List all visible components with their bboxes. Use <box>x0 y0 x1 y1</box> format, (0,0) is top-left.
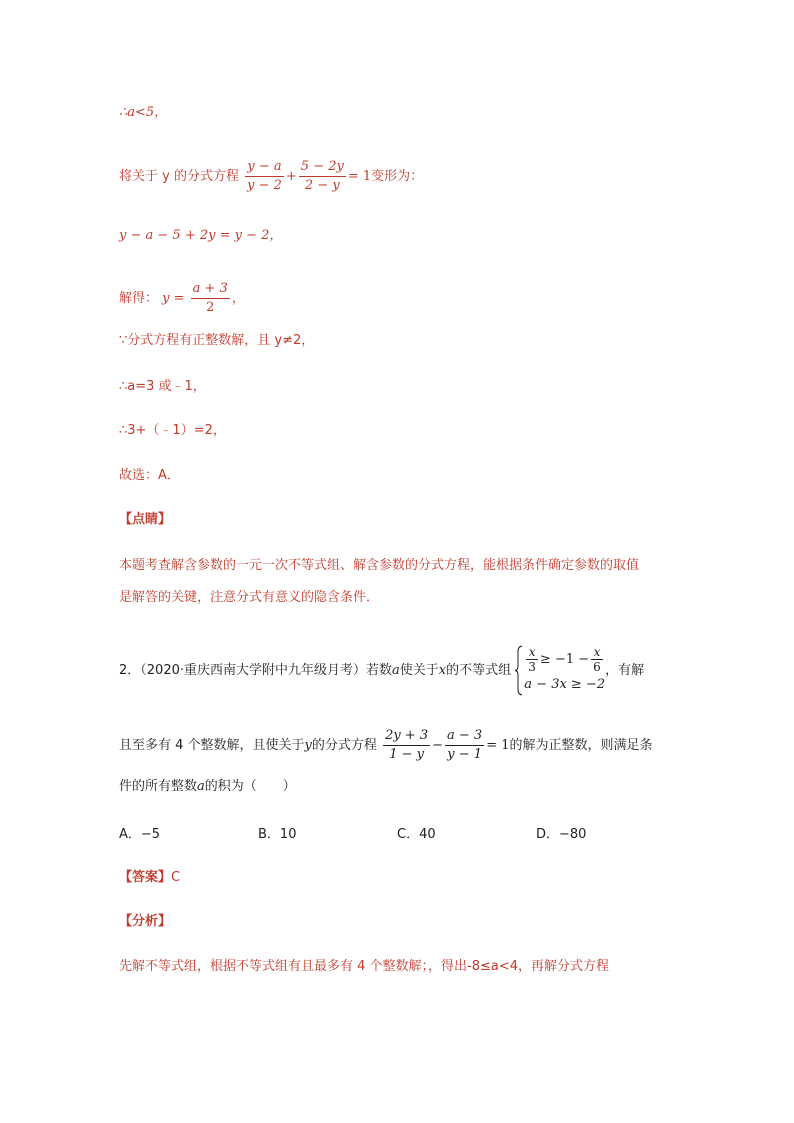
question-2-mid-2: 的不等式组 <box>446 663 512 678</box>
var-x: x <box>438 663 447 678</box>
ineq1-f2-denominator: 6 <box>593 660 601 674</box>
option-a[interactable] <box>119 823 160 842</box>
step-a-values: ∴a=3 或﹣1， <box>119 379 206 394</box>
option-c[interactable] <box>397 823 436 842</box>
question-2-line-2 <box>119 727 653 764</box>
ineq1-f1-numerator: x <box>526 645 538 660</box>
solution-suffix: ， <box>231 291 245 306</box>
var-y: y <box>304 738 312 753</box>
solution-fraction <box>191 280 230 317</box>
solution-denominator: 2 <box>206 300 215 315</box>
question-2-line-2-prefix: 且至多有 4 个整数解，且使关于 <box>119 738 305 753</box>
solution-lhs: y = <box>162 291 185 306</box>
eq-rhs: = 1 <box>486 738 510 753</box>
question-2-line-1 <box>119 645 644 696</box>
step-sum: ∴3+（﹣1）=2， <box>119 423 226 438</box>
transform-suffix: 变形为： <box>371 169 424 184</box>
option-d-value: −80 <box>559 827 587 842</box>
answer-line <box>119 868 180 888</box>
var-a: a <box>392 663 400 678</box>
question-2-line-3-prefix: 件的所有整数 <box>119 779 198 794</box>
eq-fraction-1 <box>383 727 430 764</box>
brace-icon <box>515 645 523 696</box>
question-2-suffix: ，有解 <box>605 663 645 678</box>
question-2-prefix: 2．（2020·重庆西南大学附中九年级月考）若数 <box>119 663 392 678</box>
analysis-heading: 【分析】 <box>119 914 172 929</box>
option-a-label: A． <box>119 827 141 842</box>
point-heading: 【点睛】 <box>119 512 172 527</box>
fraction-2 <box>299 158 346 195</box>
answer-value: C <box>171 870 181 885</box>
question-2-line-2-mid: 的分式方程 <box>311 738 377 753</box>
inequality-system <box>515 645 605 696</box>
plus-sign: + <box>285 169 297 184</box>
var-a-2: a <box>197 779 205 794</box>
option-a-value: −5 <box>140 827 161 842</box>
point-line-2: 是解答的关键，注意分式有意义的隐含条件． <box>119 590 380 605</box>
question-2-line-3 <box>119 777 296 797</box>
eq-fraction-2 <box>445 727 484 764</box>
fraction-2-numerator: 5 − 2y <box>299 158 346 177</box>
inequality-2: a − 3x ≥ −2 <box>524 677 606 692</box>
eq-f2-numerator: a − 3 <box>445 727 484 746</box>
point-line-1: 本题考查解含参数的一元一次不等式组、解含参数的分式方程，能根据条件确定参数的取值 <box>119 558 640 573</box>
ineq1-middle: ≥ −1 − <box>539 652 590 667</box>
fraction-2-denominator: 2 − y <box>304 178 340 193</box>
option-b-value: 10 <box>279 827 297 842</box>
eq-f1-denominator: 1 − y <box>389 747 424 762</box>
ineq1-fraction-2 <box>591 645 603 674</box>
question-2-line-2-suffix: 的解为正整数，则满足条 <box>509 738 653 753</box>
equals-one: = 1 <box>347 169 372 184</box>
step-condition: ∵分式方程有正整数解，且 y≠2， <box>119 333 315 348</box>
fraction-1-denominator: y − 2 <box>247 178 282 193</box>
solution-prefix: 解得： <box>119 291 159 306</box>
eq-f1-numerator: 2y + 3 <box>383 727 430 746</box>
option-c-value: 40 <box>419 827 436 842</box>
option-d[interactable] <box>536 823 586 842</box>
option-d-label: D． <box>536 827 560 842</box>
fraction-1-numerator: y − a <box>245 158 284 177</box>
solution-numerator: a + 3 <box>191 280 230 299</box>
eq-f2-denominator: y − 1 <box>447 747 482 762</box>
option-b-label: B． <box>258 827 280 842</box>
step-solution <box>119 280 245 317</box>
step-equation: y − a − 5 + 2y = y − 2， <box>119 228 283 243</box>
step-choice: 故选：A． <box>119 468 180 483</box>
question-2-line-3-suffix: 的积为（ ） <box>204 779 296 794</box>
option-b[interactable] <box>258 823 296 842</box>
analysis-line-1: 先解不等式组，根据不等式组有且最多有 4 个整数解；，得出-8≤a<4，再解分式方程 <box>119 959 610 974</box>
ineq1-f2-numerator: x <box>591 645 603 660</box>
inequality-1 <box>524 645 605 674</box>
ineq1-fraction-1 <box>526 645 538 674</box>
ineq1-f1-denominator: 3 <box>528 660 536 674</box>
step-a-less-5: ∴a<5， <box>119 105 168 120</box>
option-c-label: C． <box>397 827 420 842</box>
eq-minus: − <box>432 738 444 753</box>
transform-prefix: 将关于 y 的分式方程 <box>119 169 239 184</box>
step-transform <box>119 158 423 195</box>
answer-heading: 【答案】 <box>119 870 172 885</box>
question-2-mid-1: 使关于 <box>399 663 439 678</box>
fraction-1 <box>245 158 284 195</box>
